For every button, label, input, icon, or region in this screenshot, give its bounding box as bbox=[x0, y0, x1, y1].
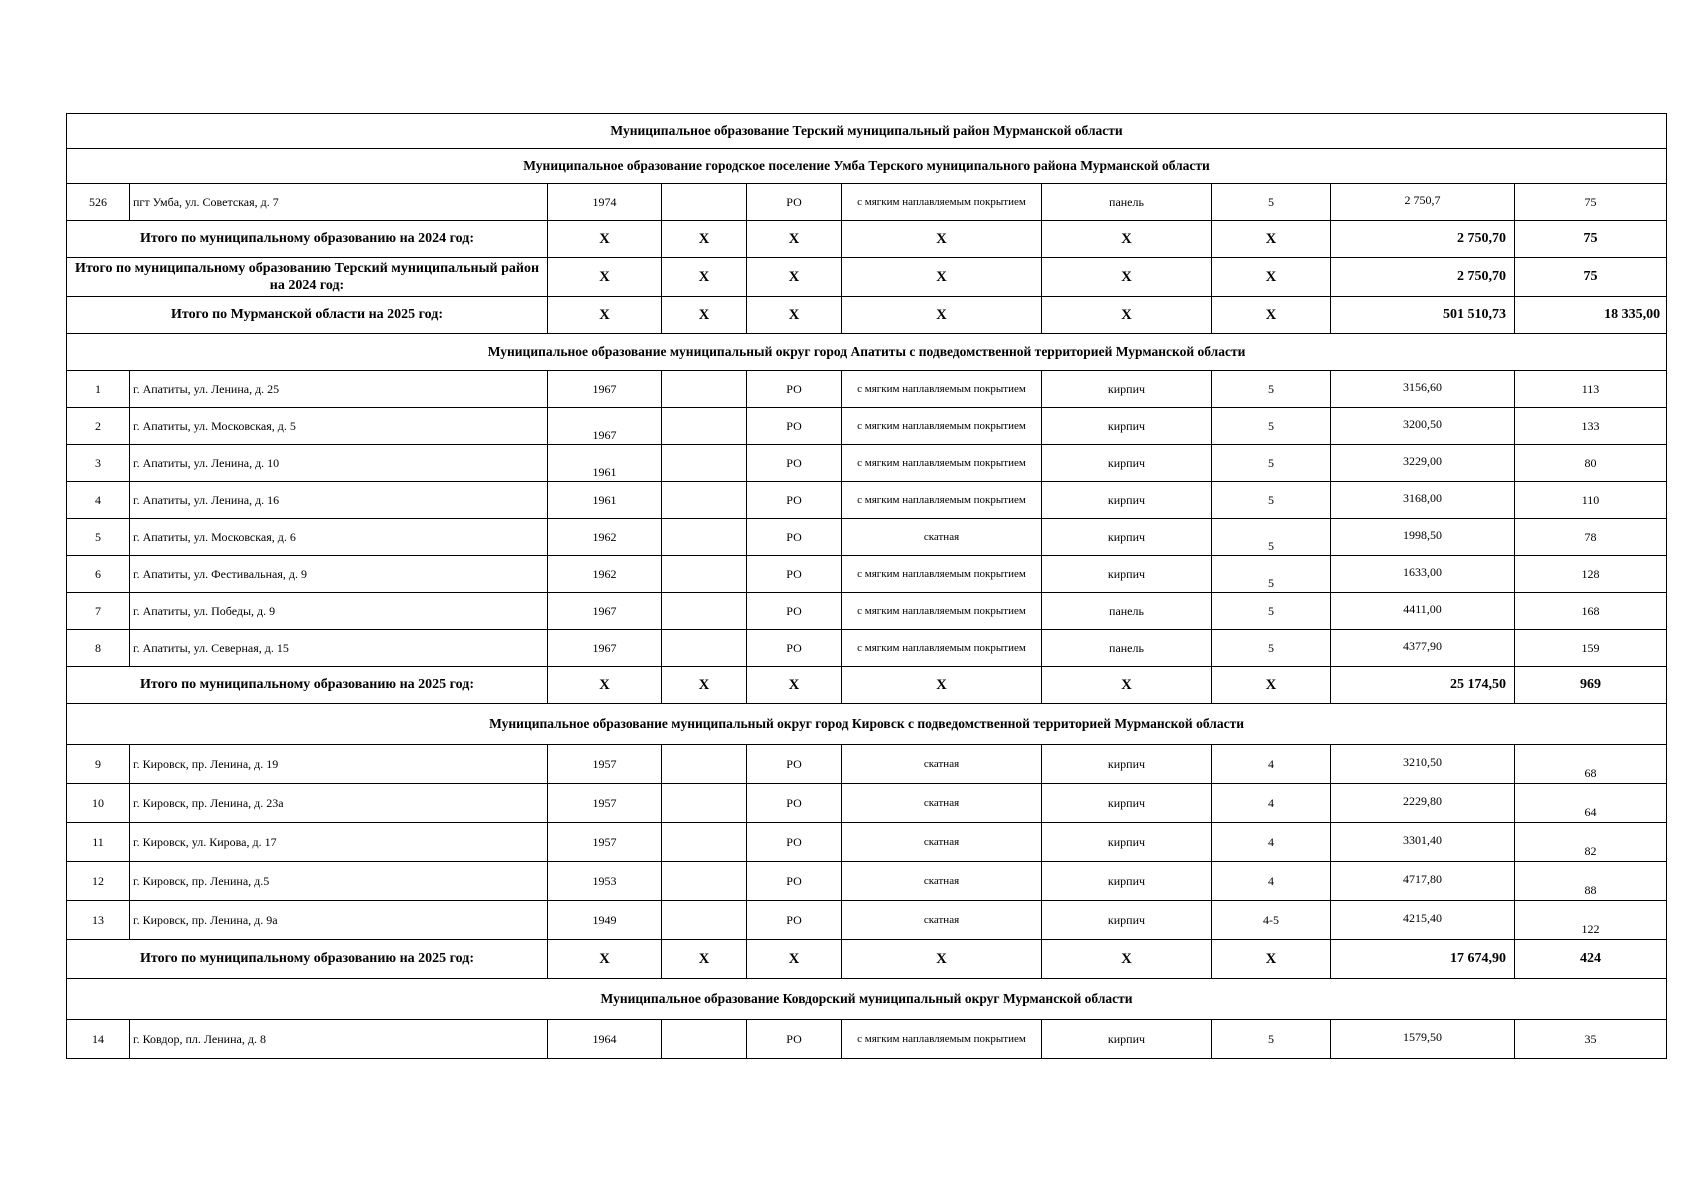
row-col4 bbox=[662, 593, 747, 630]
x-mark: X bbox=[662, 940, 747, 979]
section-header: Муниципальное образование муниципальный округ город Апатиты с подведомственной территорией Мурманской области bbox=[67, 334, 1667, 371]
row-apartments: 75 bbox=[1515, 184, 1667, 221]
row-area bbox=[1331, 482, 1515, 519]
row-roof-type: с мягким наплавляемым покрытием bbox=[842, 184, 1042, 221]
row-number: 1 bbox=[67, 371, 130, 408]
x-mark: X bbox=[1042, 297, 1212, 334]
section-header-row bbox=[67, 114, 1667, 149]
row-col4 bbox=[662, 519, 747, 556]
row-floors: 4 bbox=[1212, 862, 1331, 901]
row-address: г. Кировск, пр. Ленина, д.5 bbox=[130, 862, 548, 901]
row-apartments bbox=[1515, 823, 1667, 862]
row-apartments-text: 64 bbox=[1584, 804, 1597, 819]
row-year: 1957 bbox=[548, 745, 662, 784]
table-row bbox=[67, 184, 1667, 221]
total-label: Итого по муниципальному образованию на 2025 год: bbox=[67, 940, 548, 979]
row-address: г. Апатиты, ул. Северная, д. 15 bbox=[130, 630, 548, 667]
x-mark: X bbox=[842, 667, 1042, 704]
table-row bbox=[67, 862, 1667, 901]
section-header: Муниципальное образование Терский муниципальный район Мурманской области bbox=[67, 114, 1667, 149]
row-area-text: 1633,00 bbox=[1403, 564, 1442, 579]
row-col4 bbox=[662, 445, 747, 482]
row-col4 bbox=[662, 630, 747, 667]
row-area-text: 2 750,7 bbox=[1404, 192, 1441, 207]
row-apartments: 128 bbox=[1515, 556, 1667, 593]
row-area-text: 2229,80 bbox=[1403, 793, 1442, 808]
row-area-text: 3301,40 bbox=[1403, 832, 1442, 847]
section-header-row bbox=[67, 979, 1667, 1020]
x-mark: X bbox=[1042, 221, 1212, 258]
table-row bbox=[67, 519, 1667, 556]
row-apartments: 113 bbox=[1515, 371, 1667, 408]
row-apartments bbox=[1515, 862, 1667, 901]
row-number: 12 bbox=[67, 862, 130, 901]
table-row bbox=[67, 901, 1667, 940]
row-year: 1953 bbox=[548, 862, 662, 901]
table-row bbox=[67, 482, 1667, 519]
row-area-text: 4411,00 bbox=[1403, 601, 1442, 616]
total-row bbox=[67, 221, 1667, 258]
row-apartments: 133 bbox=[1515, 408, 1667, 445]
row-year: 1974 bbox=[548, 184, 662, 221]
row-wall-material: кирпич bbox=[1042, 862, 1212, 901]
row-method: РО bbox=[747, 862, 842, 901]
row-address: г. Кировск, пр. Ленина, д. 9а bbox=[130, 901, 548, 940]
row-apartments-text: 122 bbox=[1581, 921, 1600, 936]
x-mark: X bbox=[747, 667, 842, 704]
row-address: г. Апатиты, ул. Победы, д. 9 bbox=[130, 593, 548, 630]
table-row bbox=[67, 593, 1667, 630]
row-roof-type: с мягким наплавляемым покрытием bbox=[842, 445, 1042, 482]
x-mark: X bbox=[747, 221, 842, 258]
row-apartments: 110 bbox=[1515, 482, 1667, 519]
row-apartments: 35 bbox=[1515, 1020, 1667, 1059]
total-area: 501 510,73 bbox=[1331, 297, 1515, 334]
row-roof-type: скатная bbox=[842, 901, 1042, 940]
row-area bbox=[1331, 745, 1515, 784]
total-apartments: 75 bbox=[1515, 221, 1667, 258]
row-apartments: 78 bbox=[1515, 519, 1667, 556]
row-year: 1962 bbox=[548, 556, 662, 593]
row-year: 1961 bbox=[548, 482, 662, 519]
row-area bbox=[1331, 823, 1515, 862]
row-roof-type: скатная bbox=[842, 745, 1042, 784]
x-mark: X bbox=[1042, 940, 1212, 979]
row-area-text: 3229,00 bbox=[1403, 453, 1442, 468]
row-col4 bbox=[662, 823, 747, 862]
table-row bbox=[67, 630, 1667, 667]
row-floors: 5 bbox=[1212, 593, 1331, 630]
table-row bbox=[67, 445, 1667, 482]
row-address: г. Кировск, пр. Ленина, д. 23а bbox=[130, 784, 548, 823]
row-area bbox=[1331, 862, 1515, 901]
total-row bbox=[67, 258, 1667, 297]
row-area-text: 4215,40 bbox=[1403, 910, 1442, 925]
row-address: пгт Умба, ул. Советская, д. 7 bbox=[130, 184, 548, 221]
row-number: 8 bbox=[67, 630, 130, 667]
row-floors: 5 bbox=[1212, 408, 1331, 445]
row-floors: 5 bbox=[1212, 630, 1331, 667]
row-area bbox=[1331, 184, 1515, 221]
row-number: 11 bbox=[67, 823, 130, 862]
row-method: РО bbox=[747, 901, 842, 940]
row-address: г. Апатиты, ул. Московская, д. 5 bbox=[130, 408, 548, 445]
x-mark: X bbox=[548, 940, 662, 979]
row-floors: 4 bbox=[1212, 823, 1331, 862]
row-roof-type: скатная bbox=[842, 519, 1042, 556]
row-area-text: 3210,50 bbox=[1403, 754, 1442, 769]
x-mark: X bbox=[548, 221, 662, 258]
row-area-text: 3168,00 bbox=[1403, 490, 1442, 505]
x-mark: X bbox=[747, 258, 842, 297]
row-col4 bbox=[662, 862, 747, 901]
table-row bbox=[67, 1020, 1667, 1059]
row-wall-material: кирпич bbox=[1042, 556, 1212, 593]
row-method: РО bbox=[747, 823, 842, 862]
row-floors-text: 5 bbox=[1268, 575, 1274, 590]
row-wall-material: кирпич bbox=[1042, 823, 1212, 862]
row-address: г. Кировск, ул. Кирова, д. 17 bbox=[130, 823, 548, 862]
row-roof-type: с мягким наплавляемым покрытием bbox=[842, 482, 1042, 519]
total-row bbox=[67, 667, 1667, 704]
row-col4 bbox=[662, 482, 747, 519]
total-area: 17 674,90 bbox=[1331, 940, 1515, 979]
row-number: 5 bbox=[67, 519, 130, 556]
x-mark: X bbox=[662, 297, 747, 334]
row-apartments bbox=[1515, 901, 1667, 940]
section-header: Муниципальное образование муниципальный округ город Кировск с подведомственной территорией Мурманской области bbox=[67, 704, 1667, 745]
row-year-text: 1961 bbox=[592, 464, 617, 479]
row-floors: 5 bbox=[1212, 184, 1331, 221]
section-header: Муниципальное образование Ковдорский муниципальный округ Мурманской области bbox=[67, 979, 1667, 1020]
row-roof-type: скатная bbox=[842, 823, 1042, 862]
row-method: РО bbox=[747, 1020, 842, 1059]
section-header-row bbox=[67, 149, 1667, 184]
table-body bbox=[67, 114, 1667, 1059]
total-apartments: 75 bbox=[1515, 258, 1667, 297]
row-wall-material: кирпич bbox=[1042, 901, 1212, 940]
row-method: РО bbox=[747, 371, 842, 408]
section-header-row bbox=[67, 334, 1667, 371]
x-mark: X bbox=[842, 258, 1042, 297]
row-area-text: 4377,90 bbox=[1403, 638, 1442, 653]
table-row bbox=[67, 408, 1667, 445]
x-mark: X bbox=[1042, 258, 1212, 297]
row-wall-material: кирпич bbox=[1042, 482, 1212, 519]
row-method: РО bbox=[747, 519, 842, 556]
row-floors bbox=[1212, 556, 1331, 593]
housing-register-table bbox=[66, 113, 1667, 1059]
row-floors: 5 bbox=[1212, 371, 1331, 408]
x-mark: X bbox=[747, 297, 842, 334]
row-col4 bbox=[662, 1020, 747, 1059]
row-roof-type: с мягким наплавляемым покрытием bbox=[842, 556, 1042, 593]
row-apartments: 159 bbox=[1515, 630, 1667, 667]
total-label: Итого по муниципальному образованию на 2025 год: bbox=[67, 667, 548, 704]
row-number: 526 bbox=[67, 184, 130, 221]
x-mark: X bbox=[662, 667, 747, 704]
row-address: г. Апатиты, ул. Фестивальная, д. 9 bbox=[130, 556, 548, 593]
row-apartments bbox=[1515, 784, 1667, 823]
x-mark: X bbox=[1212, 221, 1331, 258]
x-mark: X bbox=[842, 940, 1042, 979]
table-row bbox=[67, 371, 1667, 408]
section-header: Муниципальное образование городское поселение Умба Терского муниципального района Мурманской области bbox=[67, 149, 1667, 184]
row-year: 1967 bbox=[548, 371, 662, 408]
row-wall-material: панель bbox=[1042, 593, 1212, 630]
total-apartments: 18 335,00 bbox=[1515, 297, 1667, 334]
x-mark: X bbox=[1212, 258, 1331, 297]
row-col4 bbox=[662, 184, 747, 221]
x-mark: X bbox=[842, 221, 1042, 258]
row-area bbox=[1331, 371, 1515, 408]
row-col4 bbox=[662, 745, 747, 784]
row-wall-material: панель bbox=[1042, 184, 1212, 221]
row-address: г. Ковдор, пл. Ленина, д. 8 bbox=[130, 1020, 548, 1059]
row-wall-material: кирпич bbox=[1042, 371, 1212, 408]
row-area-text: 4717,80 bbox=[1403, 871, 1442, 886]
row-floors: 5 bbox=[1212, 445, 1331, 482]
row-area bbox=[1331, 408, 1515, 445]
table-row bbox=[67, 556, 1667, 593]
row-number: 6 bbox=[67, 556, 130, 593]
row-address: г. Апатиты, ул. Московская, д. 6 bbox=[130, 519, 548, 556]
row-year bbox=[548, 445, 662, 482]
row-area bbox=[1331, 593, 1515, 630]
row-col4 bbox=[662, 371, 747, 408]
row-area-text: 3156,60 bbox=[1403, 379, 1442, 394]
row-year: 1964 bbox=[548, 1020, 662, 1059]
total-apartments: 424 bbox=[1515, 940, 1667, 979]
total-area: 2 750,70 bbox=[1331, 221, 1515, 258]
row-year: 1962 bbox=[548, 519, 662, 556]
row-roof-type: скатная bbox=[842, 862, 1042, 901]
row-number: 3 bbox=[67, 445, 130, 482]
row-floors-text: 5 bbox=[1268, 538, 1274, 553]
row-method: РО bbox=[747, 482, 842, 519]
row-roof-type: с мягким наплавляемым покрытием bbox=[842, 408, 1042, 445]
row-apartments bbox=[1515, 745, 1667, 784]
row-roof-type: с мягким наплавляемым покрытием bbox=[842, 593, 1042, 630]
row-number: 10 bbox=[67, 784, 130, 823]
total-row bbox=[67, 940, 1667, 979]
row-year: 1967 bbox=[548, 593, 662, 630]
x-mark: X bbox=[1042, 667, 1212, 704]
x-mark: X bbox=[548, 667, 662, 704]
total-area: 25 174,50 bbox=[1331, 667, 1515, 704]
total-area: 2 750,70 bbox=[1331, 258, 1515, 297]
row-apartments-text: 82 bbox=[1584, 843, 1597, 858]
row-method: РО bbox=[747, 593, 842, 630]
row-address: г. Апатиты, ул. Ленина, д. 10 bbox=[130, 445, 548, 482]
row-roof-type: скатная bbox=[842, 784, 1042, 823]
row-floors: 4 bbox=[1212, 745, 1331, 784]
total-label: Итого по Мурманской области на 2025 год: bbox=[67, 297, 548, 334]
row-method: РО bbox=[747, 408, 842, 445]
row-number: 14 bbox=[67, 1020, 130, 1059]
x-mark: X bbox=[662, 221, 747, 258]
row-number: 2 bbox=[67, 408, 130, 445]
row-method: РО bbox=[747, 630, 842, 667]
row-roof-type: с мягким наплавляемым покрытием bbox=[842, 1020, 1042, 1059]
x-mark: X bbox=[747, 940, 842, 979]
row-col4 bbox=[662, 901, 747, 940]
total-row bbox=[67, 297, 1667, 334]
table-row bbox=[67, 745, 1667, 784]
row-area bbox=[1331, 630, 1515, 667]
row-roof-type: с мягким наплавляемым покрытием bbox=[842, 371, 1042, 408]
row-apartments-text: 68 bbox=[1584, 765, 1597, 780]
row-address: г. Апатиты, ул. Ленина, д. 16 bbox=[130, 482, 548, 519]
row-area bbox=[1331, 784, 1515, 823]
row-area bbox=[1331, 901, 1515, 940]
row-year: 1957 bbox=[548, 784, 662, 823]
row-wall-material: кирпич bbox=[1042, 1020, 1212, 1059]
row-apartments-text: 88 bbox=[1584, 882, 1597, 897]
row-number: 4 bbox=[67, 482, 130, 519]
row-wall-material: кирпич bbox=[1042, 745, 1212, 784]
row-area-text: 3200,50 bbox=[1403, 416, 1442, 431]
total-label: Итого по муниципальному образованию Терский муниципальный район на 2024 год: bbox=[67, 258, 548, 297]
row-number: 13 bbox=[67, 901, 130, 940]
row-apartments: 80 bbox=[1515, 445, 1667, 482]
row-area bbox=[1331, 445, 1515, 482]
row-wall-material: кирпич bbox=[1042, 408, 1212, 445]
x-mark: X bbox=[548, 297, 662, 334]
row-year: 1949 bbox=[548, 901, 662, 940]
x-mark: X bbox=[662, 258, 747, 297]
row-year-text: 1967 bbox=[592, 427, 617, 442]
row-year: 1957 bbox=[548, 823, 662, 862]
table-row bbox=[67, 784, 1667, 823]
row-method: РО bbox=[747, 184, 842, 221]
x-mark: X bbox=[1212, 667, 1331, 704]
row-area bbox=[1331, 556, 1515, 593]
row-method: РО bbox=[747, 745, 842, 784]
row-wall-material: кирпич bbox=[1042, 445, 1212, 482]
row-area-text: 1998,50 bbox=[1403, 527, 1442, 542]
x-mark: X bbox=[842, 297, 1042, 334]
total-label: Итого по муниципальному образованию на 2024 год: bbox=[67, 221, 548, 258]
row-method: РО bbox=[747, 556, 842, 593]
row-wall-material: кирпич bbox=[1042, 784, 1212, 823]
table-row bbox=[67, 823, 1667, 862]
x-mark: X bbox=[1212, 940, 1331, 979]
row-year bbox=[548, 408, 662, 445]
row-floors: 4-5 bbox=[1212, 901, 1331, 940]
section-header-row bbox=[67, 704, 1667, 745]
total-apartments: 969 bbox=[1515, 667, 1667, 704]
x-mark: X bbox=[548, 258, 662, 297]
row-area bbox=[1331, 1020, 1515, 1059]
row-method: РО bbox=[747, 445, 842, 482]
row-method: РО bbox=[747, 784, 842, 823]
row-col4 bbox=[662, 784, 747, 823]
x-mark: X bbox=[1212, 297, 1331, 334]
row-number: 9 bbox=[67, 745, 130, 784]
row-floors: 5 bbox=[1212, 482, 1331, 519]
row-address: г. Апатиты, ул. Ленина, д. 25 bbox=[130, 371, 548, 408]
row-floors bbox=[1212, 519, 1331, 556]
row-address: г. Кировск, пр. Ленина, д. 19 bbox=[130, 745, 548, 784]
row-wall-material: панель bbox=[1042, 630, 1212, 667]
row-number: 7 bbox=[67, 593, 130, 630]
row-floors: 4 bbox=[1212, 784, 1331, 823]
row-wall-material: кирпич bbox=[1042, 519, 1212, 556]
row-area-text: 1579,50 bbox=[1403, 1029, 1442, 1044]
row-year: 1967 bbox=[548, 630, 662, 667]
row-apartments: 168 bbox=[1515, 593, 1667, 630]
row-floors: 5 bbox=[1212, 1020, 1331, 1059]
row-area bbox=[1331, 519, 1515, 556]
row-col4 bbox=[662, 408, 747, 445]
row-roof-type: с мягким наплавляемым покрытием bbox=[842, 630, 1042, 667]
row-col4 bbox=[662, 556, 747, 593]
